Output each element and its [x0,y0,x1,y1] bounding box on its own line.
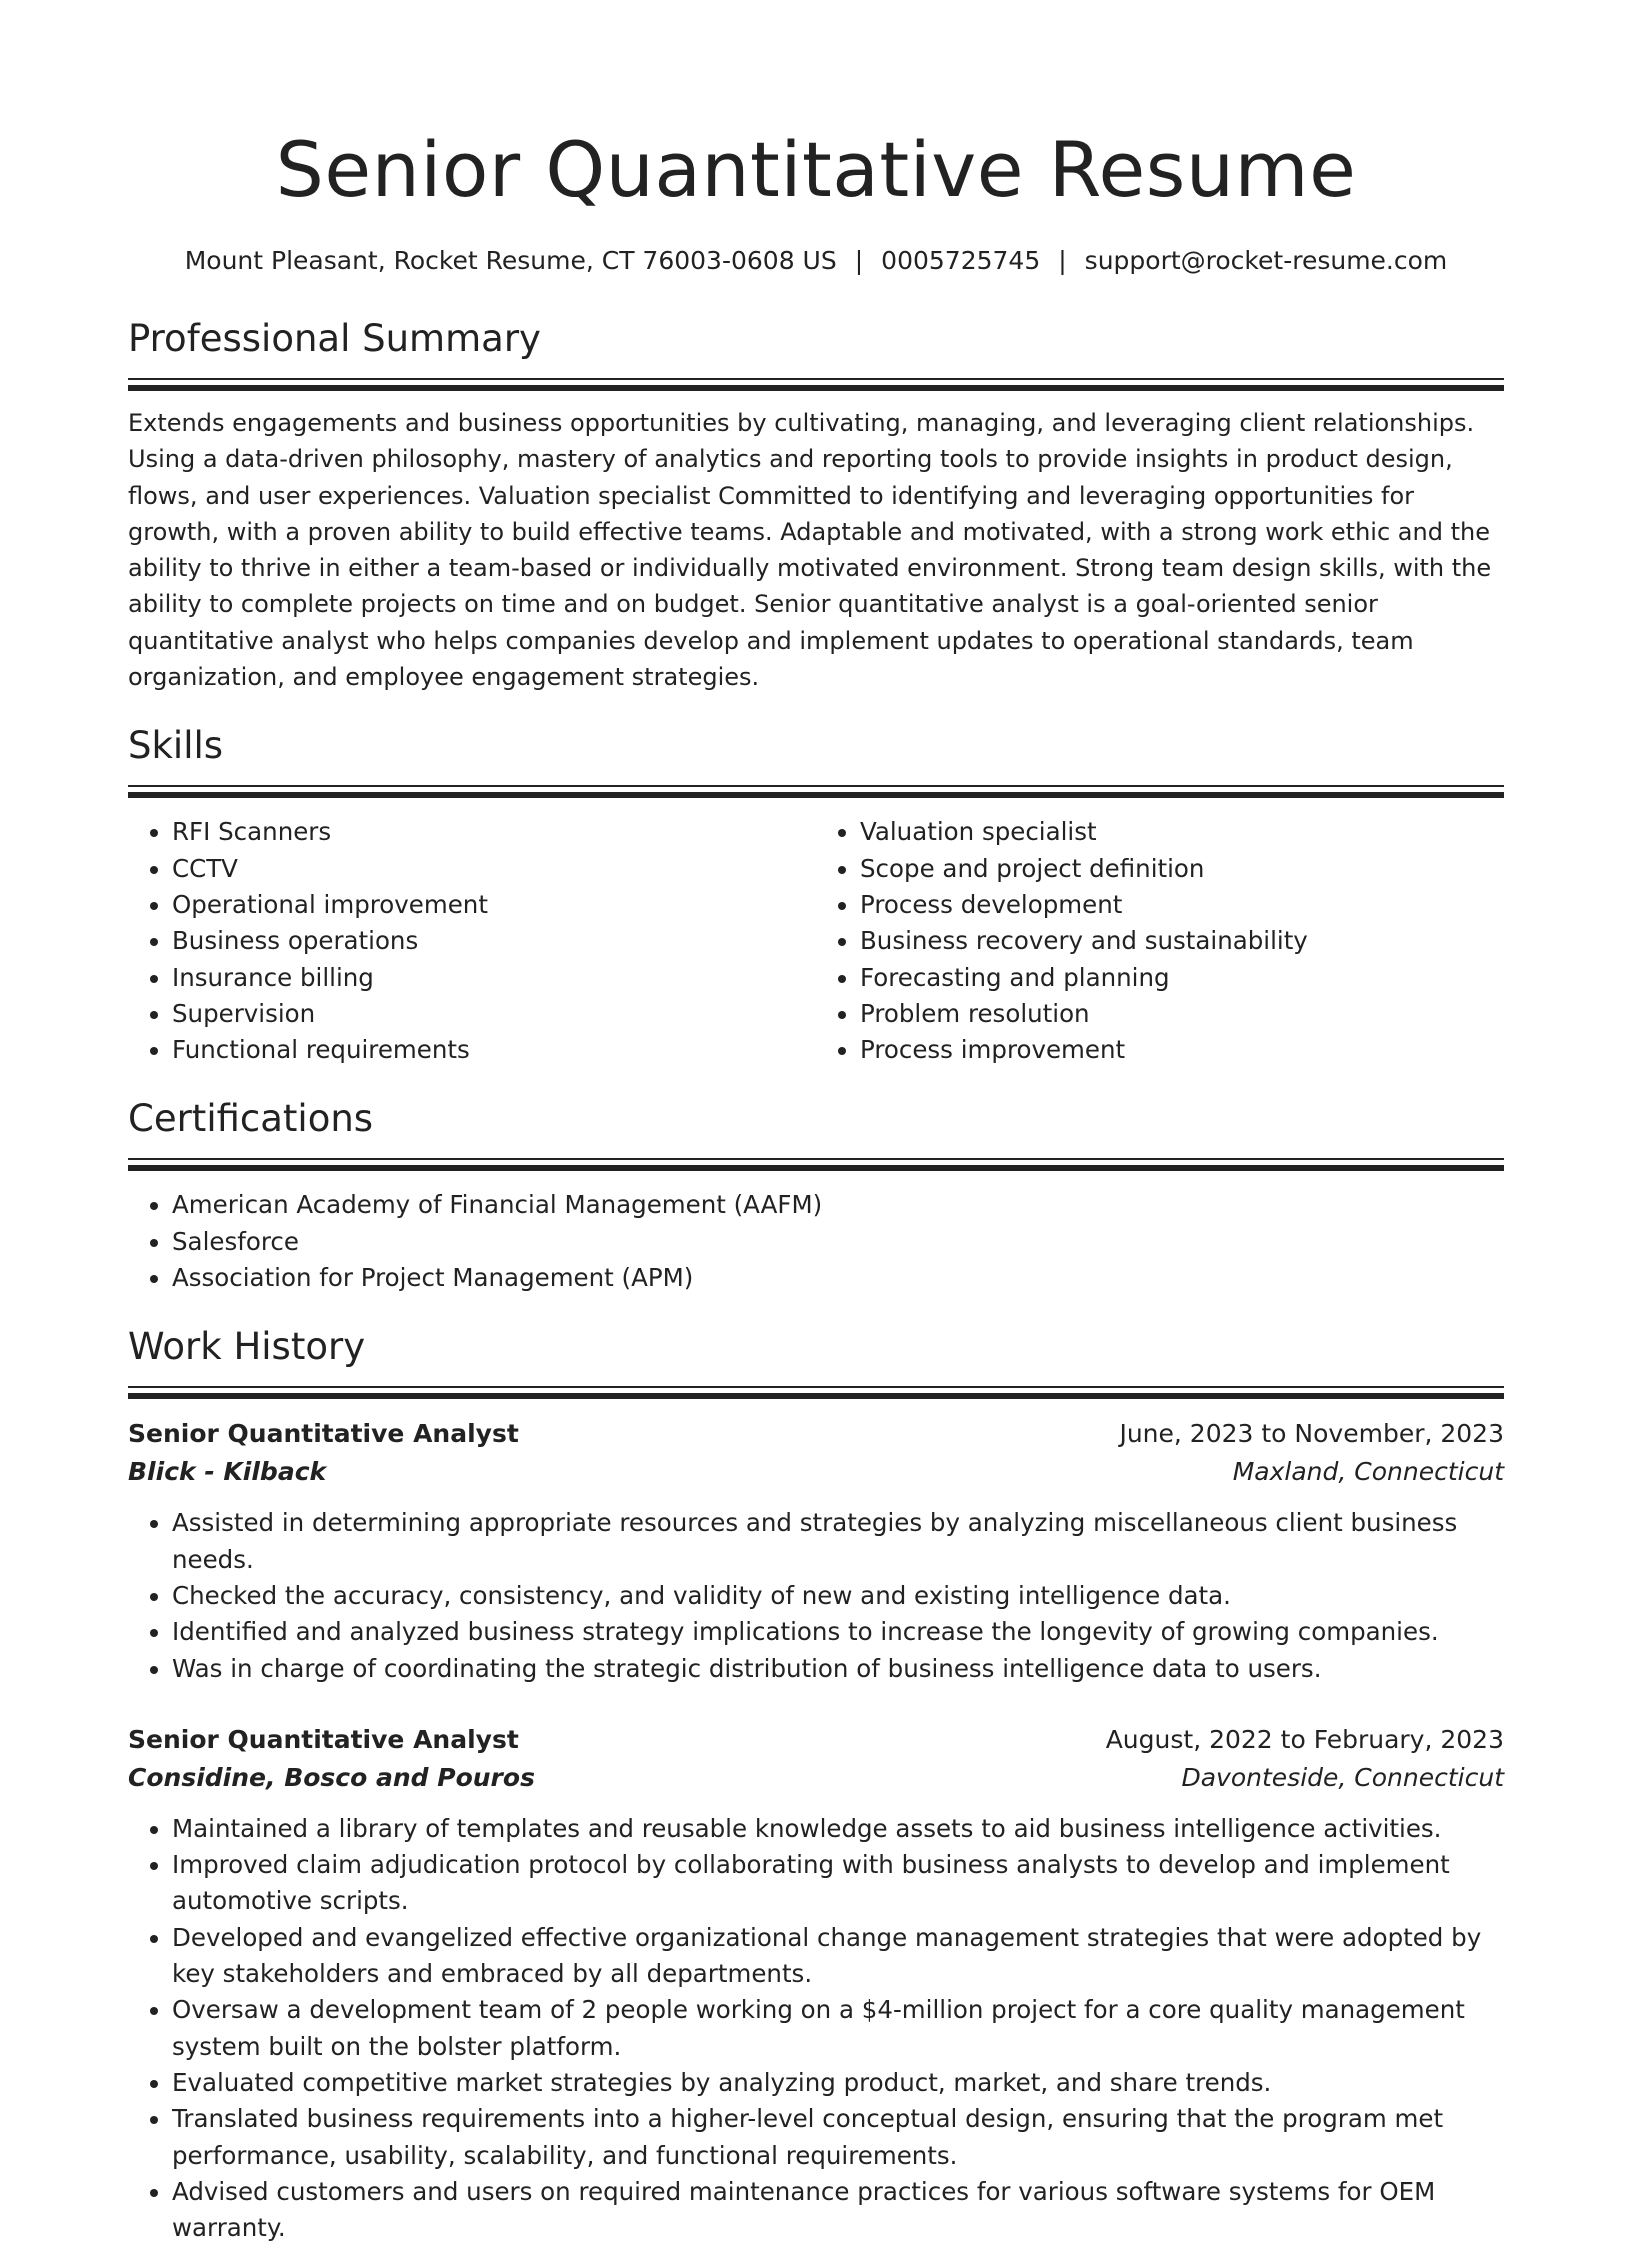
job-dates: August, 2022 to February, 2023 [1105,1724,1504,1754]
contact-separator: | [1058,246,1067,275]
certifications-list [128,1187,1504,1296]
skill-item: • Supervision [172,996,816,1032]
contact-address: Mount Pleasant, Rocket Resume, CT 76003-0608 US [184,246,837,275]
certification-item: • American Academy of Financial Management (AAFM) [172,1187,1504,1223]
contact-line [128,244,1504,278]
skill-item: • RFI Scanners [172,814,816,850]
skill-item: • Scope and project definition [860,851,1504,887]
job-bullet: • Translated business requirements into a higher-level conceptual design, ensuring that the program met performance, usability, scalability, and functional requirements. [172,2101,1504,2174]
job-bullet: • Was in charge of coordinating the strategic distribution of business intelligence data to users. [172,1651,1504,1687]
job-title: Senior Quantitative Analyst [128,1724,519,1754]
skill-item: • Insurance billing [172,960,816,996]
resume-name: Senior Quantitative Resume [275,125,1357,214]
skill-item: • Process development [860,887,1504,923]
summary-text: Extends engagements and business opportunities by cultivating, managing, and leveraging client relationships. Using a data-driven philosophy, mastery of analytics and reporting tools to provide insights in product design, flows, and user experiences. Valuation specialist Committed to identifying and leveraging opportunities for growth, with a proven ability to build effective teams. Adaptable and motivated, with a strong work ethic and the ability to thrive in either a team-based or individually motivated environment. Strong team design skills, with the ability to complete projects on time and on budget. Senior quantitative analyst is a goal-oriented senior quantitative analyst who helps companies develop and implement updates to operational standards, team organization, and employee engagement strategies. [128,409,1492,692]
job-header [128,1415,1504,1453]
skill-item: • Functional requirements [172,1032,816,1068]
job-bullet: • Oversaw a development team of 2 people working on a $4-million project for a core quality management system built on the bolster platform. [172,1992,1504,2065]
job-bullet: • Checked the accuracy, consistency, and validity of new and existing intelligence data. [172,1578,1504,1614]
section-divider [128,1386,1504,1399]
section-title-summary: Professional Summary [128,317,541,360]
job-title: Senior Quantitative Analyst [128,1419,519,1449]
job-company: Blick - Kilback [128,1457,327,1487]
job-entry [128,1415,1504,1686]
job-location: Davonteside, Connecticut [1181,1762,1504,1792]
job-entry [128,1721,1504,2246]
job-bullet: • Evaluated competitive market strategies by analyzing product, market, and share trends. [172,2065,1504,2101]
job-subheader [128,1453,1504,1491]
skills-section [128,721,1504,1068]
skill-item: • Problem resolution [860,996,1504,1032]
skills-columns [128,814,1504,1068]
job-header [128,1721,1504,1759]
contact-email: support@rocket-resume.com [1084,246,1448,275]
skill-item: • Valuation specialist [860,814,1504,850]
job-bullet: • Developed and evangelized effective organizational change management strategies that were adopted by key stakeholders and embraced by all departments. [172,1920,1504,1993]
section-divider [128,378,1504,391]
skill-item: • CCTV [172,851,816,887]
job-location: Maxland, Connecticut [1232,1457,1504,1487]
skill-item: • Process improvement [860,1032,1504,1068]
certifications-section [128,1094,1504,1296]
skill-item: • Business recovery and sustainability [860,923,1504,959]
section-title-work-history: Work History [128,1325,366,1369]
job-bullet: • Maintained a library of templates and reusable knowledge assets to aid business intelligence activities. [172,1811,1504,1847]
job-subheader [128,1759,1504,1797]
work-history-section [128,1322,1504,2246]
job-bullet: • Assisted in determining appropriate resources and strategies by analyzing miscellaneous client business needs. [172,1505,1504,1578]
skill-item: • Operational improvement [172,887,816,923]
job-bullets [128,1505,1504,1686]
skills-list-right [816,814,1504,1068]
skill-item: • Forecasting and planning [860,960,1504,996]
contact-separator: | [854,246,864,275]
section-divider [128,785,1504,798]
certification-item: • Association for Project Management (APM) [172,1260,1504,1296]
section-title-certifications: Certifications [128,1097,374,1141]
summary-section [128,314,1504,695]
section-title-skills: Skills [128,724,224,768]
contact-phone: 0005725745 [881,246,1041,275]
skill-item: • Business operations [172,923,816,959]
job-bullets [128,1811,1504,2246]
job-dates: June, 2023 to November, 2023 [1119,1419,1504,1449]
certification-item: • Salesforce [172,1224,1504,1260]
job-company: Considine, Bosco and Pouros [128,1762,535,1792]
skills-list-left [128,814,816,1068]
job-bullet: • Improved claim adjudication protocol by collaborating with business analysts to develop and implement automotive scripts. [172,1847,1504,1920]
job-bullet: • Identified and analyzed business strategy implications to increase the longevity of growing companies. [172,1614,1504,1650]
job-bullet: • Advised customers and users on required maintenance practices for various software systems for OEM warranty. [172,2174,1504,2246]
section-divider [128,1158,1504,1171]
